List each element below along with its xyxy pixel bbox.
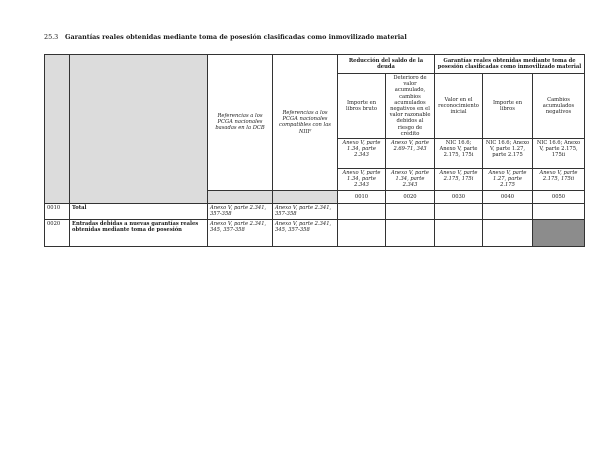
codes-blank-niif [273, 190, 338, 203]
ref-niif-0040: NIC 16.6; Anexo V, parte 1.27, parte 2.175 [483, 139, 533, 169]
ref-dcb-0020: Anexo V, parte 1.34, parte 2.343 [386, 169, 435, 191]
codes-blank-pcga [208, 190, 273, 203]
corner-blank-code [45, 55, 70, 204]
cell-0020-0040[interactable] [483, 219, 533, 246]
cell-0010-0010[interactable] [338, 203, 386, 219]
collateral-table [44, 54, 585, 247]
ref-dcb-0040: Anexo V, parte 1.27, parte 2.175 [483, 169, 533, 191]
ref-niif-0050: NIC 16.6; Anexo V, parte 2.175, 175ii [533, 139, 585, 169]
cell-0020-0020[interactable] [386, 219, 435, 246]
ref-dcb-0010: Anexo V, parte 1.34, parte 2.343 [338, 169, 386, 191]
row-ref-pcga: Anexo V, parte 2.341, 345, 357-358 [208, 219, 273, 246]
row-ref-pcga: Anexo V, parte 2.341, 357-358 [208, 203, 273, 219]
table-row [45, 219, 585, 246]
ref-dcb-0050: Anexo V, parte 2.175, 175ii [533, 169, 585, 191]
corner-blank-label [70, 55, 208, 204]
cell-0010-0020[interactable] [386, 203, 435, 219]
col-code-0030: 0030 [435, 190, 483, 203]
section-heading [44, 33, 407, 41]
ref-niif-0030: NIC 16.6; Anexo V, parte 2.175, 175i [435, 139, 483, 169]
col-header-0030: Valor en el reconocimiento inicial [435, 74, 483, 139]
cell-0020-0010[interactable] [338, 219, 386, 246]
row-label: Total [70, 203, 208, 219]
group-header-reduccion: Reducción del saldo de la deuda [338, 55, 435, 74]
ref-header-pcga: Referencias a los PCGA nacionales basadas en la DCB [208, 55, 273, 191]
header-row-groups [45, 55, 585, 74]
ref-niif-0010: Anexo V, parte 1.34, parte 2.343 [338, 139, 386, 169]
row-ref-niif: Anexo V, parte 2.341, 357-358 [273, 203, 338, 219]
section-number: 25.3 [44, 33, 59, 41]
cell-0010-0040[interactable] [483, 203, 533, 219]
col-code-0020: 0020 [386, 190, 435, 203]
row-code: 0020 [45, 219, 70, 246]
col-header-0040: Importe en libros [483, 74, 533, 139]
cell-0020-0030[interactable] [435, 219, 483, 246]
cell-0010-0030[interactable] [435, 203, 483, 219]
col-code-0010: 0010 [338, 190, 386, 203]
row-ref-niif: Anexo V, parte 2.341, 345, 357-358 [273, 219, 338, 246]
cell-0010-0050[interactable] [533, 203, 585, 219]
group-header-garantias: Garantías reales obtenidas mediante toma de posesión clasificadas como inmovilizado material [435, 55, 585, 74]
cell-0020-0050-disabled [533, 219, 585, 246]
section-title: Garantías reales obtenidas mediante toma de posesión clasificadas como inmovilizado material [65, 33, 407, 41]
row-code: 0010 [45, 203, 70, 219]
col-header-0020: Deterioro de valor acumulado, cambios acumulados negativos en el valor razonable debidos al riesgo de crédito [386, 74, 435, 139]
col-header-0050: Cambios acumulados negativos [533, 74, 585, 139]
col-header-0010: Importe en libros bruto [338, 74, 386, 139]
ref-header-niif: Referencias a los PCGA nacionales compatibles con las NIIF [273, 55, 338, 191]
row-label: Entradas debidas a nuevas garantías reales obtenidas mediante toma de posesión [70, 219, 208, 246]
ref-niif-0020: Anexo V, parte 2.69-71, 343 [386, 139, 435, 169]
col-code-0040: 0040 [483, 190, 533, 203]
ref-dcb-0030: Anexo V, parte 2.175, 175i [435, 169, 483, 191]
col-code-0050: 0050 [533, 190, 585, 203]
table-row [45, 203, 585, 219]
